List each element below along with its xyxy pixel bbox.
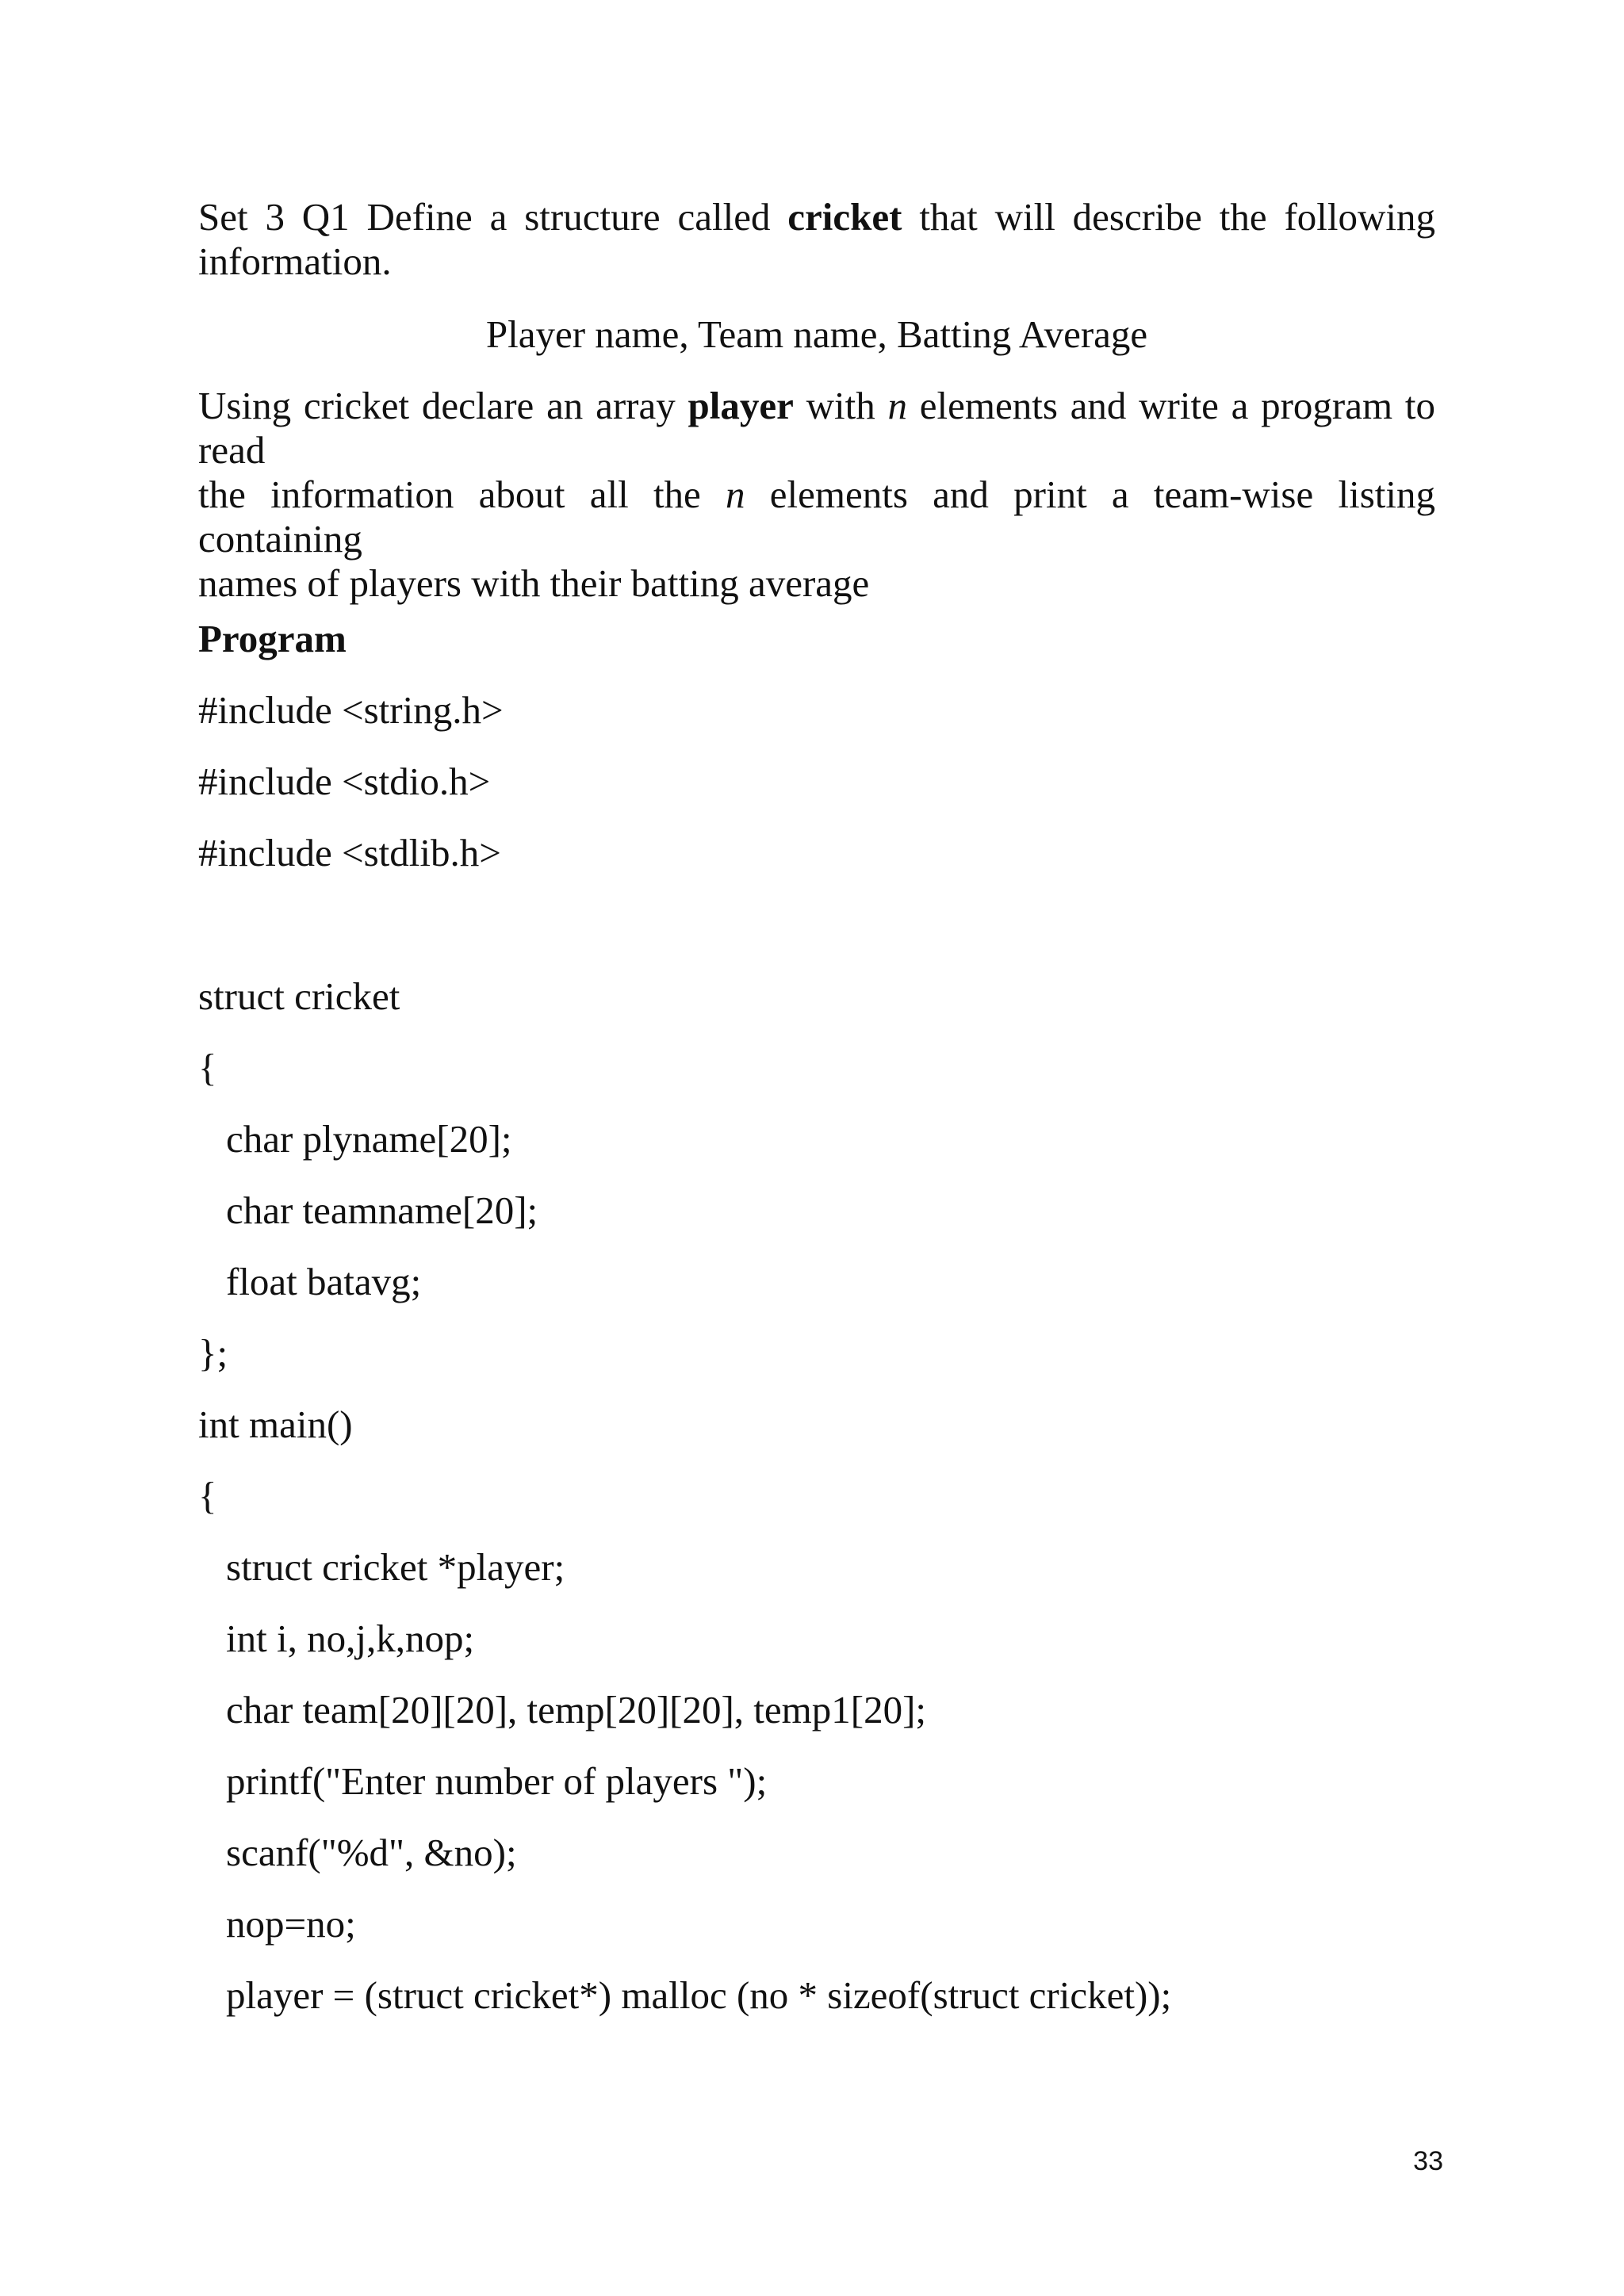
code-line: #include <stdlib.h> (198, 831, 501, 874)
usage-line-2 (198, 473, 1435, 561)
code-line: nop=no; (226, 1902, 356, 1946)
code-line: int i, no,j,k,nop; (226, 1617, 475, 1660)
usage-text-1b: with (793, 384, 888, 427)
usage-text-1a: Using cricket declare an array (198, 384, 688, 427)
array-name-bold: player (688, 384, 794, 427)
n-italic: n (726, 473, 745, 516)
code-line: { (198, 1046, 217, 1089)
question-paragraph (198, 195, 1435, 284)
question-line-2: information. (198, 239, 392, 283)
code-line: char teamname[20]; (226, 1188, 538, 1232)
code-line: }; (198, 1331, 228, 1375)
code-line: struct cricket (198, 974, 400, 1018)
code-line: player = (struct cricket*) malloc (no * sizeof(struct cricket)); (226, 1973, 1172, 2017)
code-line: scanf("%d", &no); (226, 1831, 517, 1874)
question-text-end: that will describe the following (902, 195, 1436, 239)
code-line: struct cricket *player; (226, 1545, 565, 1589)
code-line: #include <string.h> (198, 688, 504, 732)
usage-line-3: names of players with their batting average (198, 561, 870, 605)
code-line: char team[20][20], temp[20][20], temp1[20]; (226, 1688, 927, 1732)
usage-paragraph (198, 384, 1435, 605)
usage-line-1 (198, 384, 1435, 473)
n-italic: n (887, 384, 907, 427)
code-line: { (198, 1474, 217, 1517)
program-heading: Program (198, 617, 347, 660)
usage-text-2b: elements and print a team-wise listing containing (198, 473, 1435, 561)
usage-text-1c: elements and write a program to read (198, 384, 1435, 472)
structure-name-bold: cricket (787, 195, 902, 239)
code-line: float batavg; (226, 1260, 422, 1303)
code-line: int main() (198, 1402, 353, 1446)
code-line: #include <stdio.h> (198, 760, 491, 803)
usage-text-2a: the information about all the (198, 473, 726, 516)
code-line: printf("Enter number of players "); (226, 1759, 768, 1803)
fields-line: Player name, Team name, Batting Average (485, 312, 1148, 356)
question-line-1 (198, 195, 1435, 239)
code-line: char plyname[20]; (226, 1117, 512, 1161)
page-number: 33 (1413, 2146, 1443, 2176)
question-text-start: Set 3 Q1 Define a structure called (198, 195, 788, 239)
